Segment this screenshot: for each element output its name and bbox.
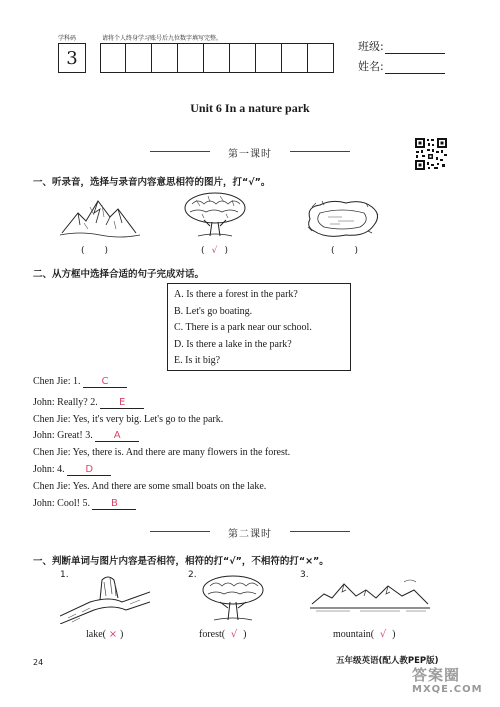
subject-code: 3: [66, 47, 78, 69]
listening-instruction: 一、听录音，选择与录音内容意思相符的图片，打“√”。: [33, 177, 271, 188]
lesson1-title: 第一课时: [228, 149, 272, 160]
dialogue-instruction: 二、从方框中选择合适的句子完成对话。: [33, 269, 205, 280]
item-number: 3.: [300, 570, 309, 580]
option-item: B. Let's go boating.: [174, 305, 253, 317]
option-item: C. There is a park near our school.: [174, 322, 312, 333]
subject-code-label: 学科码: [58, 35, 77, 42]
account-digit-box[interactable]: [282, 43, 308, 73]
name-field[interactable]: [358, 58, 445, 74]
word-mountain[interactable]: mountain( √ ): [333, 629, 396, 640]
unit-title: Unit 6 In a nature park: [190, 101, 310, 115]
answer-blank[interactable]: A: [95, 430, 139, 442]
watermark-logo: 答案圈: [412, 666, 461, 684]
account-digit-box[interactable]: [204, 43, 230, 73]
option-item: A. Is there a forest in the park?: [174, 289, 298, 300]
lesson-divider: [290, 531, 350, 532]
account-digit-box[interactable]: [230, 43, 256, 73]
dialogue-line: John: Cool! 5. B: [33, 498, 136, 510]
judge-instruction: 一、判断单词与图片内容是否相符，相符的打“√”，不相符的打“×”。: [33, 556, 329, 567]
sentence-options-box: [167, 283, 351, 371]
dialogue-line: Chen Jie: Yes, it's very big. Let's go to the park.: [33, 414, 224, 425]
item-number: 1.: [60, 570, 69, 580]
answer-blank[interactable]: E: [100, 397, 144, 409]
dialogue-line: Chen Jie: Yes, there is. And there are many flowers in the forest.: [33, 447, 291, 458]
book-title: 五年级英语(配人教PEP版): [336, 656, 439, 666]
answer-paren-1[interactable]: ( ): [81, 246, 109, 256]
subject-code-box: [58, 43, 86, 73]
lesson2-title: 第二课时: [228, 529, 272, 540]
dialogue-line: John: Great! 3. A: [33, 430, 139, 442]
item-number: 2.: [188, 570, 197, 580]
lake-sketch-icon: [302, 197, 382, 241]
account-instruction: 请将个人终身学习账号后九位数字填写完整。: [102, 35, 223, 42]
word-lake[interactable]: lake( × ): [86, 629, 124, 640]
forest-sketch-icon: [198, 574, 268, 624]
answer-paren-3[interactable]: ( ): [331, 246, 359, 256]
account-digit-box[interactable]: [178, 43, 204, 73]
mountains-sketch-icon: [60, 195, 140, 240]
answer-blank[interactable]: D: [67, 464, 111, 476]
option-item: D. Is there a lake in the park?: [174, 338, 292, 350]
name-label: 姓名:: [358, 60, 384, 73]
answer-paren-2[interactable]: ( √ ): [201, 246, 229, 256]
account-digit-box[interactable]: [126, 43, 152, 73]
account-digit-box[interactable]: [152, 43, 178, 73]
answer-blank[interactable]: B: [92, 498, 136, 510]
option-item: E. Is it big?: [174, 355, 221, 366]
account-digit-box[interactable]: [100, 43, 126, 73]
dialogue-line: John: Really? 2. E: [33, 397, 144, 409]
watermark-url: MXQE.COM: [412, 684, 483, 695]
dialogue-line: John: 4. D: [33, 464, 111, 476]
account-digit-box[interactable]: [256, 43, 282, 73]
river-rock-sketch-icon: [60, 572, 150, 624]
answer-blank[interactable]: C: [83, 376, 127, 388]
page-number: 24: [33, 658, 44, 667]
class-field[interactable]: [358, 38, 445, 54]
class-label: 班级:: [358, 40, 384, 53]
lesson-divider: [290, 151, 350, 152]
mountain-range-sketch-icon: [310, 578, 430, 614]
dialogue-line: Chen Jie: 1. C: [33, 376, 127, 388]
account-digit-box[interactable]: [308, 43, 334, 73]
dialogue-line: Chen Jie: Yes. And there are some small boats on the lake.: [33, 481, 267, 492]
tree-sketch-icon: [180, 190, 250, 240]
word-forest[interactable]: forest( √ ): [199, 629, 247, 640]
account-number-boxes[interactable]: [100, 43, 334, 73]
